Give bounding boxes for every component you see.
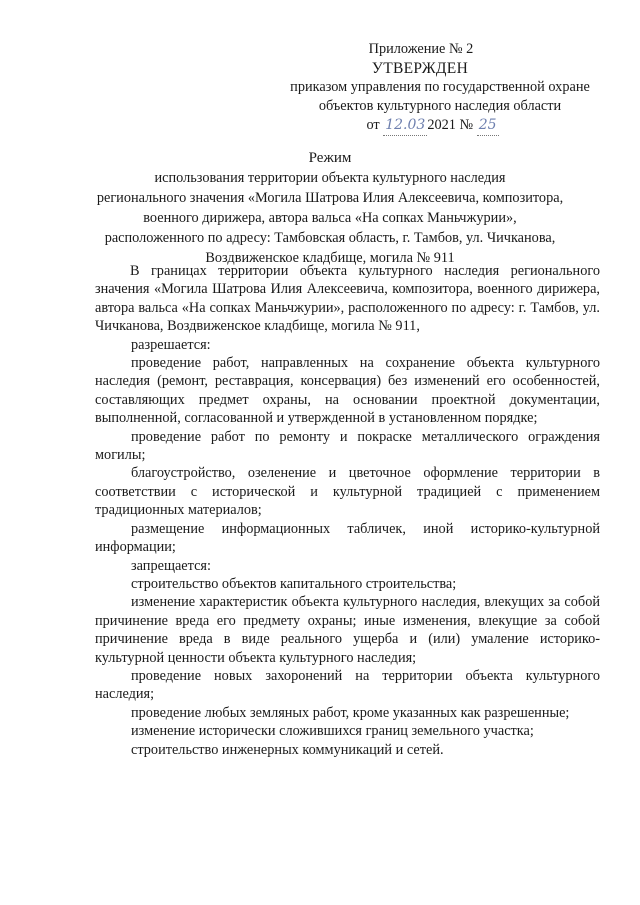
title-heading: Режим — [308, 150, 352, 166]
intro-paragraph: В границах территории объекта культурного наследия регионального значения «Могила Шатрова Илия Алексеевича, композитора, военного дирижера, автора вальса «На сопках Маньчжурии», расположенного по адресу: г. Тамбов, ул. Чичканова, Воздвиженское кладбище, могила № 911, — [95, 263, 600, 335]
approved-stamp-text: УТВЕРЖДЕН — [371, 60, 469, 77]
forbidden-item: изменение характеристик объекта культурного наследия, влекущих за собой причинение вреда его предмету охраны; иные изменения, влекущие за собой причинение вреда в виде реального ущерба и (или) умаление историко-культурной ценности объекта культурного наследия; — [95, 594, 600, 666]
allowed-item: благоустройство, озеленение и цветочное оформление территории в соответствии с исторической и культурной традицией с применением традиционных материалов; — [95, 465, 600, 519]
forbidden-item: строительство инженерных коммуникаций и сетей. — [131, 741, 444, 758]
title-line: регионального значения «Могила Шатрова Илия Алексеевича, композитора, — [96, 190, 564, 206]
order-date-line — [275, 116, 590, 136]
number-sign: № — [459, 117, 474, 133]
allowed-item: проведение работ, направленных на сохранение объекта культурного наследия (ремонт, реставрация, консервация) без изменений его особенностей, составляющих предмет охраны, на основании проектной документации, выполненной, согласованной и утвержденной в установленном порядке; — [95, 355, 600, 427]
forbidden-item: строительство объектов капитального строительства; — [131, 575, 457, 592]
forbidden-heading: запрещается: — [131, 557, 211, 574]
appendix-label: Приложение № 2 — [368, 41, 474, 57]
allowed-heading: разрешается: — [131, 336, 211, 353]
handwritten-date: 12.03 — [383, 116, 427, 136]
order-line-1: приказом управления по государственной охране — [290, 79, 590, 95]
approval-block — [250, 40, 590, 136]
forbidden-item: проведение любых земляных работ, кроме указанных как разрешенные; — [131, 704, 570, 721]
forbidden-item: проведение новых захоронений на территории объекта культурного наследия; — [95, 667, 600, 703]
allowed-item: проведение работ по ремонту и покраске металлического ограждения могилы; — [95, 428, 600, 464]
year: 2021 — [427, 117, 456, 133]
document-body — [95, 262, 600, 759]
allowed-item: размещение информационных табличек, иной историко-культурной информации; — [95, 520, 600, 556]
title-line: расположенного по адресу: Тамбовская область, г. Тамбов, ул. Чичканова, — [104, 230, 556, 246]
title-line: использования территории объекта культурного наследия — [154, 170, 506, 186]
title-line: военного дирижера, автора вальса «На сопках Маньчжурии», — [143, 210, 517, 226]
order-line-2: объектов культурного наследия области — [318, 98, 562, 114]
title-line: Воздвиженское кладбище, могила № 911 — [205, 250, 455, 266]
handwritten-number: 25 — [477, 116, 499, 136]
document-title — [90, 148, 570, 268]
forbidden-item: изменение исторически сложившихся границ земельного участка; — [131, 723, 534, 740]
date-prefix: от — [366, 117, 380, 133]
